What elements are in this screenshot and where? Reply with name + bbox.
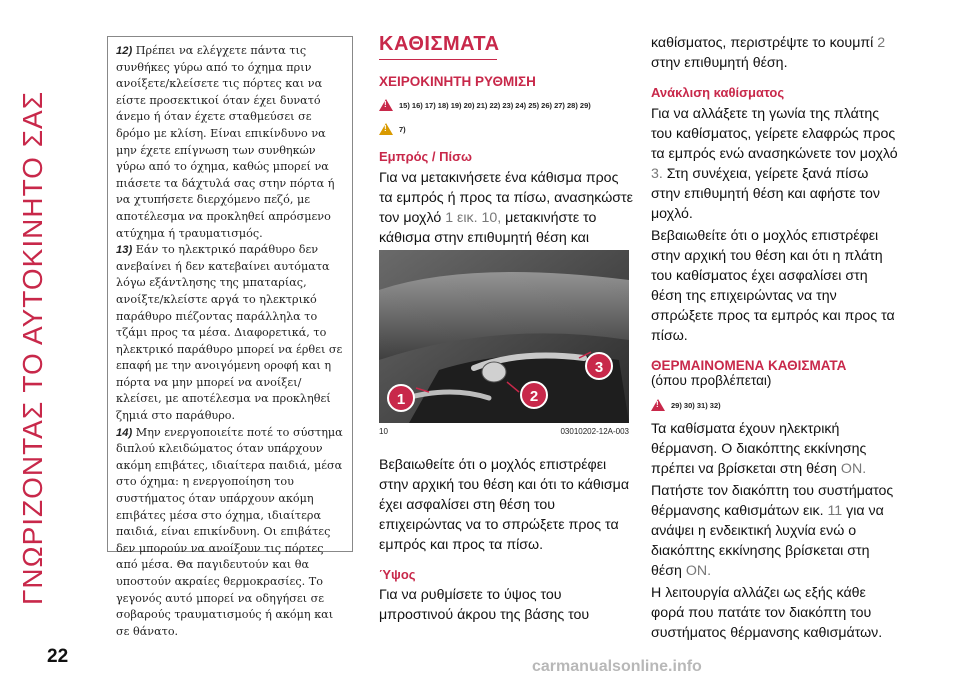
figure-caption: [379, 427, 629, 436]
height-heading: Ύψος: [379, 567, 416, 582]
recline-heading: Ανάκλιση καθίσματος: [651, 85, 785, 100]
section-title: ΚΑΘΙΣΜΑΤΑ: [379, 33, 497, 60]
callout-3: [586, 353, 612, 379]
height-knob-2: [482, 362, 506, 382]
heated-text-a: Τα καθίσματα έχουν ηλεκτρική θέρμανση. Ο διακόπτης εκκίνησης πρέπει να βρίσκεται στη θέση: [651, 421, 867, 477]
warning-text: Μην ενεργοποιείτε ποτέ το σύστημα διπλού κλειδώματος όταν υπάρχουν ακόμη επιβάτες, ιδιαίτερα παιδιά, μέσα στο όχημα: η ενεργοποίηση του συστήματος όταν υπάρχουν ακόμη επιβάτες μέσα στο όχημα, ιδιαίτερα παιδιά, είναι επικίνδυνη. Οι επιβάτες δεν μπορούν να ανοίξουν τις πόρτες από μέσα. Θα παγιδευτούν και θα υποστούν ακραίες θερμοκρασίες. Το γεγονός αυτό μπορεί να οδηγήσει σε σοβαρούς τραυματισμούς ή ακόμη και σε θάνατο.: [116, 425, 343, 638]
warning-refs-text: 15) 16) 17) 18) 19) 20) 21) 22) 23) 24) 25) 26) 27) 28) 29): [399, 100, 591, 110]
callout-2-label: 2: [529, 388, 539, 405]
height-text-cont: [651, 33, 901, 73]
warning-13: [116, 242, 344, 425]
column-3: [651, 33, 901, 643]
recline-text: [651, 104, 901, 224]
watermark[interactable]: carmanualsonline.info: [532, 658, 702, 675]
warning-text: Εάν το ηλεκτρικό παράθυρο δεν ανεβαίνει ή δεν κατεβαίνει αυτόματα λόγω εξάντλησης της μπαταρίας, ανοίξτε/κλείστε αργά το ηλεκτρικό παράθυρο πιέζοντας παράλληλα το τζάμι προς τα μέσα. Διαφορετικά, το ηλεκτρικό παράθυρο μπορεί να έρθει σε επαφή με την ανοιγόμενη οροφή και η πόρτα να μην μπορεί να ανοίξει/κλείσει, με αποτέλεσμα να προκληθεί ζημιά στο παράθυρο.: [116, 243, 343, 423]
warning-12: [116, 43, 344, 242]
lever-check-text: Βεβαιωθείτε ότι ο μοχλός επιστρέφει στην αρχική του θέση και ότι το κάθισμα έχει ασφαλίσει στη θέση του επιχειρώντας να το σπρώξετε προς τα εμπρός και προς τα πίσω.: [379, 457, 630, 553]
switch-text-b: για να ανάψει η ενδεικτική λυχνία ενώ ο διακόπτης εκκίνησης βρίσκεται στη θέση: [651, 503, 884, 579]
fore-aft-text-b: μετακινήστε το κάθισμα στην επιθυμητή θέση και: [379, 210, 597, 246]
warning-text: Πρέπει να ελέγχετε πάντα τις συνθήκες γύρω από το όχημα πριν ανοίξετε/κλείσετε τις πόρτες και να είστε προσεκτικοί όταν έχει δυνατό άνεμο ή όταν έχετε σταθμεύσει σε δρόμο με κλίση. Είναι επικίνδυνο να μην έχετε επίγνωση των συνθηκών γύρω από το όχημα, καθώς μπορεί να πιάσετε τα δάχτυλά σας στην πόρτα ή να χτυπήσετε διερχόμενο πεζό, με αποτέλεσμα να προκληθεί απρόσμενο ατύχημα ή τραυματισμός.: [116, 44, 335, 240]
seats-section-cont: [379, 455, 635, 625]
recline-text-b: Στη συνέχεια, γείρετε ξανά πίσω στην επιθυμητή θέση και αφήστε τον μοχλό.: [651, 166, 881, 222]
fore-aft-heading: Εμπρός / Πίσω: [379, 149, 473, 164]
warnings-box: [107, 36, 353, 638]
warning-triangle-icon: [651, 399, 665, 411]
callout-1: [388, 385, 414, 411]
callout-3-label: 3: [594, 359, 604, 376]
seat-figure: [379, 250, 629, 423]
recline-num: 3.: [651, 166, 663, 182]
warning-number: 12): [116, 45, 133, 57]
recline-text-a: Για να αλλάξετε τη γωνία της πλάτης του καθίσματος, γείρετε ελαφρώς προς τα εμπρός ενώ ανασηκώνετε τον μοχλό: [651, 106, 898, 162]
callout-2: [521, 382, 547, 408]
chapter-title-text: ΓΝΩΡΙΖΟΝΤΑΣ ΤΟ ΑΥΤΟΚΙΝΗΤΟ ΣΑΣ: [17, 90, 48, 605]
seats-section: [379, 33, 635, 268]
heated-refs-text: 29) 30) 31) 32): [671, 400, 721, 410]
cont-text-a: καθίσματος, περιστρέψτε το κουμπί: [651, 35, 874, 51]
heated-on: ON.: [840, 461, 867, 477]
heated-seats-heading: ΘΕΡΜΑΙΝΟΜΕΝΑ ΚΑΘΙΣΜΑΤΑ: [651, 358, 847, 373]
fore-aft-text-a: Για να μετακινήσετε ένα κάθισμα προς τα εμπρός ή προς τα πίσω, ανασηκώστε τον μοχλό: [379, 170, 633, 226]
chapter-title: [12, 20, 52, 610]
warning-number: 13): [116, 244, 133, 257]
figure-ref: 1 εικ. 10,: [445, 210, 502, 226]
warning-number: 14): [116, 426, 133, 439]
recline-check-text: Βεβαιωθείτε ότι ο μοχλός επιστρέφει στην αρχική του θέση και ότι η πλάτη του καθίσματος έχει ασφαλίσει στη θέση της επιχειρώντας να την σπρώξετε προς τα εμπρός και προς τα πίσω.: [651, 228, 895, 344]
page-number: 22: [47, 646, 69, 667]
cont-num: 2: [877, 35, 886, 51]
cont-text-b: στην επιθυμητή θέση.: [651, 55, 788, 71]
heated-text: [651, 419, 901, 479]
switch-text-a: Πατήστε τον διακόπτη του συστήματος θέρμανσης καθισμάτων εικ.: [651, 483, 894, 519]
warning-14: [116, 425, 344, 641]
caution-refs-text: 7): [399, 124, 406, 134]
height-text: Για να ρυθμίσετε το ύψος του μπροστινού άκρου της βάσης του: [379, 587, 590, 623]
switch-on: ON.: [685, 563, 712, 579]
warning-refs: [379, 99, 635, 111]
heated-warning-refs: [651, 399, 901, 411]
figure-number: 10: [379, 427, 388, 436]
figure-code: 03010202-12A-003: [560, 427, 629, 436]
callout-1-label: 1: [396, 391, 406, 408]
caution-refs: [379, 123, 635, 135]
operation-text: Η λειτουργία αλλάζει ως εξής κάθε φορά που πατάτε τον διακόπτη του συστήματος θέρμανσης καθισμάτων.: [651, 585, 883, 641]
caution-triangle-icon: [379, 123, 393, 135]
switch-text: [651, 481, 901, 581]
warning-triangle-icon: [379, 99, 393, 111]
switch-num: 11: [827, 503, 843, 519]
heated-seats-sub: (όπου προβλέπεται): [651, 373, 772, 388]
manual-adjust-heading: ΧΕΙΡΟΚΙΝΗΤΗ ΡΥΘΜΙΣΗ: [379, 74, 536, 89]
